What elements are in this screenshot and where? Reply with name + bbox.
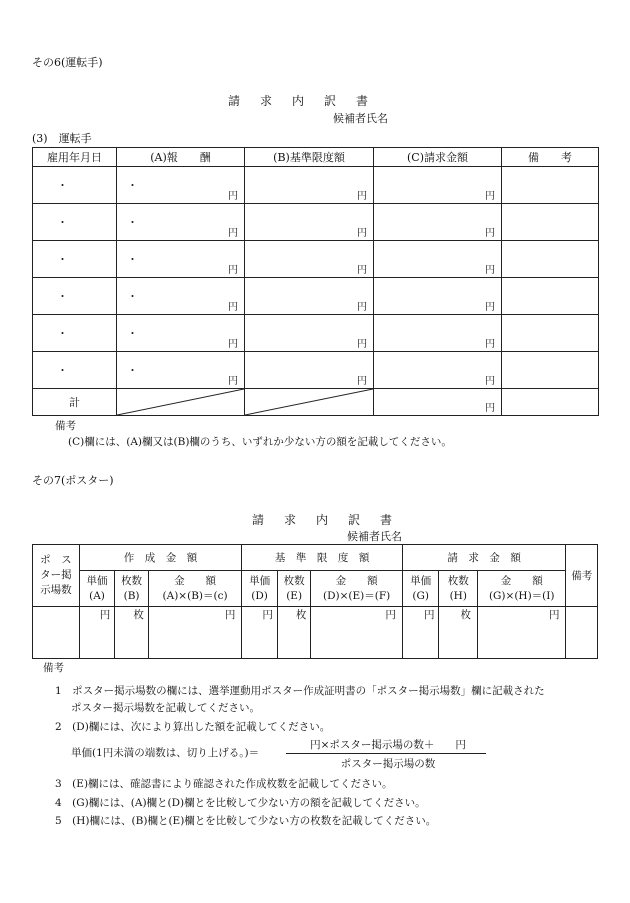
table-row (33, 315, 599, 352)
yen-unit: 円 (224, 609, 236, 621)
header-claim-amount: (C)請求金額 (374, 148, 502, 167)
table-row (33, 607, 598, 659)
header-unit-g: 単価 (G) (402, 571, 439, 607)
date-cell[interactable]: ・ ・ (33, 315, 117, 352)
section6-subsection: (3) 運転手 (32, 132, 92, 145)
table-row (33, 167, 599, 204)
yen-unit: 円 (423, 609, 435, 621)
header-amount-f: 金 額 (D)×(E)＝(F) (311, 571, 402, 607)
yen-unit: 円 (485, 302, 495, 313)
total-limit-crossed (245, 389, 374, 416)
claim-cell[interactable] (374, 278, 502, 315)
table-row (33, 352, 599, 389)
yen-unit: 円 (228, 265, 238, 276)
note-1: 1 ポスター掲示場数の欄には、選挙運動用ポスター作成証明書の「ポスター掲示場数」欄に記載された (55, 685, 545, 697)
limit-cell[interactable] (245, 315, 374, 352)
header-employment-date: 雇用年月日 (33, 148, 117, 167)
remuneration-cell[interactable] (117, 315, 245, 352)
limit-cell[interactable] (245, 278, 374, 315)
section7-candidate-label: 候補者氏名 (347, 530, 402, 543)
yen-unit: 円 (485, 265, 495, 276)
header-remarks: 備考 (566, 545, 598, 607)
sheets-unit: 枚 (295, 609, 307, 621)
yen-unit: 円 (228, 339, 238, 350)
driver-table-header (33, 148, 599, 167)
limit-cell[interactable] (245, 167, 374, 204)
remuneration-cell[interactable] (117, 352, 245, 389)
total-remarks-cell[interactable] (502, 389, 599, 416)
yen-unit: 円 (262, 609, 273, 621)
header-remarks: 備 考 (502, 148, 599, 167)
section6-title: 請 求 内 訳 書 (228, 94, 373, 108)
yen-unit: 円 (485, 339, 495, 350)
poster-table (32, 544, 598, 659)
total-claim-cell[interactable] (374, 389, 502, 416)
count-h-cell[interactable] (439, 607, 478, 659)
table-row (33, 204, 599, 241)
total-row (33, 389, 599, 416)
yen-unit: 円 (485, 376, 495, 387)
header-limit-amount: 基 準 限 度 額 (242, 545, 403, 571)
poster-group-header-row (33, 545, 598, 571)
header-claim-amount: 請 求 金 額 (402, 545, 566, 571)
header-limit-amount: (B)基準限度額 (245, 148, 374, 167)
unit-g-cell[interactable] (402, 607, 439, 659)
sheets-unit: 枚 (460, 609, 472, 621)
header-poster-count: ポ ス ター掲 示場数 (33, 545, 80, 607)
diagonal-line (117, 389, 244, 415)
note-2: 2 (D)欄には、次により算出した額を記載してください。 (55, 721, 331, 733)
limit-cell[interactable] (245, 204, 374, 241)
table-row (33, 241, 599, 278)
section6-label: その6(運転手) (32, 56, 103, 69)
claim-cell[interactable] (374, 241, 502, 278)
note-4: 4 (G)欄には、(A)欄と(D)欄とを比較して少ない方の額を記載してください。 (55, 797, 426, 809)
claim-cell[interactable] (374, 167, 502, 204)
header-remuneration: (A)報 酬 (117, 148, 245, 167)
amount-i-cell[interactable] (478, 607, 566, 659)
claim-cell[interactable] (374, 352, 502, 389)
remuneration-cell[interactable] (117, 167, 245, 204)
date-cell[interactable]: ・ ・ (33, 278, 117, 315)
limit-cell[interactable] (245, 352, 374, 389)
yen-unit: 円 (228, 191, 238, 202)
section6-remarks-title: 備考 (55, 420, 76, 432)
limit-cell[interactable] (245, 241, 374, 278)
date-cell[interactable]: ・ ・ (33, 204, 117, 241)
date-cell[interactable]: ・ ・ (33, 352, 117, 389)
amount-c-cell[interactable] (148, 607, 241, 659)
date-cell[interactable]: ・ ・ (33, 167, 117, 204)
section6-candidate-label: 候補者氏名 (333, 112, 388, 125)
diagonal-line (245, 389, 373, 415)
formula-prefix: 単価(1円未満の端数は、切り上げる。)＝ (71, 747, 260, 759)
yen-unit: 円 (228, 228, 238, 239)
claim-cell[interactable] (374, 315, 502, 352)
yen-unit: 円 (548, 609, 560, 621)
note-1-continued: ポスター掲示場数を記載してください。 (71, 702, 260, 714)
yen-unit: 円 (485, 403, 495, 414)
header-amount-i: 金 額 (G)×(H)＝(I) (478, 571, 566, 607)
section7-title: 請 求 内 訳 書 (252, 513, 397, 527)
remarks-cell[interactable] (502, 204, 599, 241)
remarks-cell[interactable] (502, 278, 599, 315)
table-row (33, 278, 599, 315)
amount-f-cell[interactable] (311, 607, 402, 659)
yen-unit: 円 (385, 609, 396, 621)
unit-a-cell[interactable] (79, 607, 115, 659)
yen-unit: 円 (357, 302, 367, 313)
yen-unit: 円 (357, 265, 367, 276)
remarks-cell[interactable] (502, 167, 599, 204)
unit-d-cell[interactable] (242, 607, 278, 659)
header-production-amount: 作 成 金 額 (79, 545, 242, 571)
header-count-e: 枚数 (E) (277, 571, 311, 607)
yen-unit: 円 (357, 228, 367, 239)
yen-unit: 円 (357, 339, 367, 350)
driver-table (32, 147, 599, 416)
yen-unit: 円 (228, 376, 238, 387)
remarks-cell[interactable] (502, 352, 599, 389)
fraction-bar (286, 753, 486, 754)
remuneration-cell[interactable] (117, 204, 245, 241)
header-unit-d: 単価 (D) (242, 571, 278, 607)
total-remuneration-crossed (117, 389, 245, 416)
yen-unit: 円 (99, 609, 111, 621)
yen-unit: 円 (485, 228, 495, 239)
total-label: 計 (33, 389, 117, 416)
remuneration-cell[interactable] (117, 278, 245, 315)
remarks-cell[interactable] (502, 241, 599, 278)
header-count-h: 枚数 (H) (439, 571, 478, 607)
section7-label: その7(ポスター) (32, 474, 114, 487)
note-3: 3 (E)欄には、確認書により確認された作成枚数を記載してください。 (55, 778, 393, 790)
header-unit-a: 単価 (A) (79, 571, 115, 607)
yen-unit: 円 (357, 376, 367, 387)
remarks-cell[interactable] (502, 315, 599, 352)
count-b-cell[interactable] (115, 607, 149, 659)
claim-cell[interactable] (374, 204, 502, 241)
date-cell[interactable]: ・ ・ (33, 241, 117, 278)
yen-unit: 円 (485, 191, 495, 202)
remuneration-cell[interactable] (117, 241, 245, 278)
formula-numerator: 円×ポスター掲示場の数＋ 円 (310, 739, 466, 751)
count-e-cell[interactable] (277, 607, 311, 659)
poster-sub-header-row (33, 571, 598, 607)
remarks-cell[interactable] (566, 607, 598, 659)
header-amount-c: 金 額 (A)×(B)＝(c) (148, 571, 241, 607)
yen-unit: 円 (228, 302, 238, 313)
section6-remarks-text: (C)欄には、(A)欄又は(B)欄のうち、いずれか少ない方の額を記載してください。 (68, 436, 452, 448)
formula-denominator: ポスター掲示場の数 (340, 758, 436, 770)
yen-unit: 円 (357, 191, 367, 202)
poster-count-cell[interactable] (33, 607, 80, 659)
note-5: 5 (H)欄には、(B)欄と(E)欄とを比較して少ない方の枚数を記載してください。 (55, 815, 437, 827)
sheets-unit: 枚 (133, 609, 144, 621)
section7-remarks-title: 備考 (43, 662, 64, 674)
header-count-b: 枚数 (B) (115, 571, 149, 607)
